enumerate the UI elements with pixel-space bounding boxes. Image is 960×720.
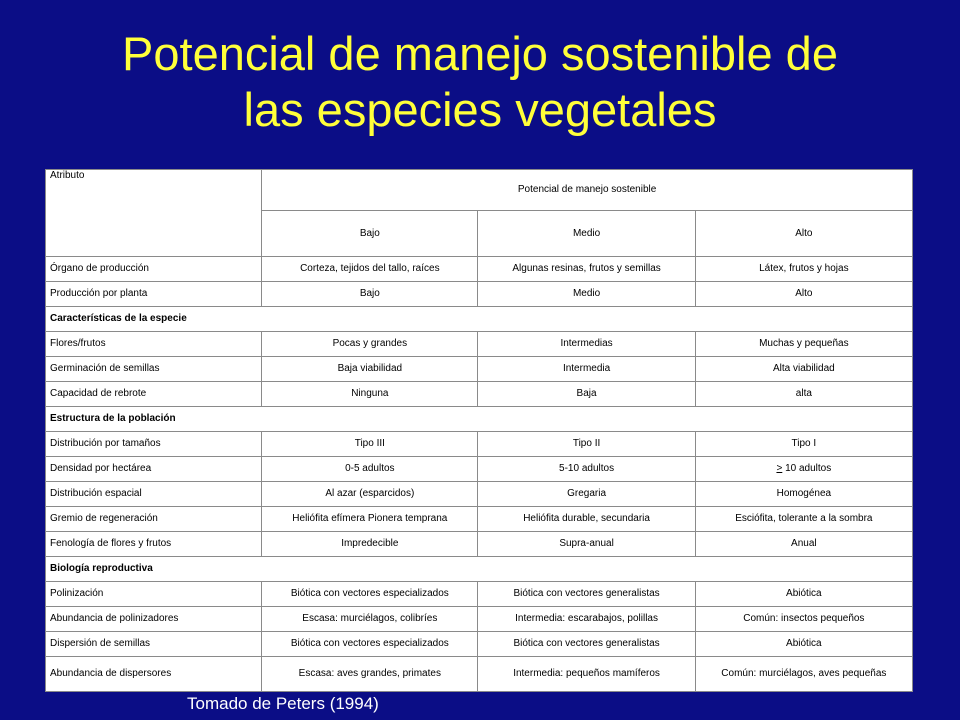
low-cell: 0-5 adultos	[262, 457, 478, 482]
table-row	[46, 532, 913, 557]
high-cell: > 10 adultos	[695, 457, 912, 482]
title-line-1: Potencial de manejo sostenible de	[122, 27, 838, 80]
table-row	[46, 582, 913, 607]
medium-cell: Gregaria	[478, 482, 695, 507]
attribute-cell: Distribución espacial	[46, 482, 262, 507]
table-row	[46, 507, 913, 532]
attribute-cell: Fenología de flores y frutos	[46, 532, 262, 557]
attribute-cell: Órgano de producción	[46, 257, 262, 282]
low-cell: Al azar (esparcidos)	[262, 482, 478, 507]
medium-cell: Intermedias	[478, 332, 695, 357]
medium-cell: Heliófita durable, secundaria	[478, 507, 695, 532]
attribute-cell: Gremio de regeneración	[46, 507, 262, 532]
table-row	[46, 457, 913, 482]
section-row	[46, 307, 913, 332]
attribute-cell: Capacidad de rebrote	[46, 382, 262, 407]
attribute-cell: Producción por planta	[46, 282, 262, 307]
low-cell: Pocas y grandes	[262, 332, 478, 357]
high-cell: Tipo I	[695, 432, 912, 457]
potential-header: Potencial de manejo sostenible	[262, 170, 913, 211]
attribute-cell: Abundancia de dispersores	[46, 657, 262, 692]
low-cell: Escasa: murciélagos, colibríes	[262, 607, 478, 632]
table-row	[46, 607, 913, 632]
attribute-cell: Polinización	[46, 582, 262, 607]
table-row	[46, 332, 913, 357]
low-cell: Impredecible	[262, 532, 478, 557]
table-row	[46, 632, 913, 657]
high-cell: Muchas y pequeñas	[695, 332, 912, 357]
slide-title	[0, 26, 960, 138]
table-row	[46, 482, 913, 507]
source-citation: Tomado de Peters (1994)	[187, 694, 379, 713]
section-label: Biología reproductiva	[46, 557, 913, 582]
high-cell: Anual	[695, 532, 912, 557]
attribute-header: Atributo	[46, 170, 262, 257]
level-header-medium: Medio	[478, 211, 695, 257]
attribute-cell: Densidad por hectárea	[46, 457, 262, 482]
low-cell: Corteza, tejidos del tallo, raíces	[262, 257, 478, 282]
attribute-cell: Distribución por tamaños	[46, 432, 262, 457]
section-row	[46, 557, 913, 582]
low-cell: Bajo	[262, 282, 478, 307]
table-row	[46, 382, 913, 407]
high-cell: Alta viabilidad	[695, 357, 912, 382]
high-cell: Alto	[695, 282, 912, 307]
attribute-cell: Dispersión de semillas	[46, 632, 262, 657]
high-cell: Abiótica	[695, 632, 912, 657]
high-cell: Látex, frutos y hojas	[695, 257, 912, 282]
table-row	[46, 432, 913, 457]
table-row	[46, 282, 913, 307]
low-cell: Biótica con vectores especializados	[262, 632, 478, 657]
medium-cell: Algunas resinas, frutos y semillas	[478, 257, 695, 282]
level-header-low: Bajo	[262, 211, 478, 257]
high-cell: Esciófita, tolerante a la sombra	[695, 507, 912, 532]
attribute-cell: Germinación de semillas	[46, 357, 262, 382]
level-header-high: Alto	[695, 211, 912, 257]
low-cell: Escasa: aves grandes, primates	[262, 657, 478, 692]
table-row	[46, 657, 913, 692]
attribute-cell: Flores/frutos	[46, 332, 262, 357]
high-cell: Común: insectos pequeños	[695, 607, 912, 632]
medium-cell: 5-10 adultos	[478, 457, 695, 482]
medium-cell: Medio	[478, 282, 695, 307]
medium-cell: Tipo II	[478, 432, 695, 457]
medium-cell: Supra-anual	[478, 532, 695, 557]
low-cell: Heliófita efímera Pionera temprana	[262, 507, 478, 532]
greater-equal-symbol: >	[776, 463, 783, 474]
medium-cell: Baja	[478, 382, 695, 407]
table-row	[46, 357, 913, 382]
high-cell: Abiótica	[695, 582, 912, 607]
table-row	[46, 257, 913, 282]
section-row	[46, 407, 913, 432]
high-cell: alta	[695, 382, 912, 407]
attribute-cell: Abundancia de polinizadores	[46, 607, 262, 632]
medium-cell: Biótica con vectores generalistas	[478, 582, 695, 607]
low-cell: Ninguna	[262, 382, 478, 407]
section-label: Estructura de la población	[46, 407, 913, 432]
low-cell: Baja viabilidad	[262, 357, 478, 382]
medium-cell: Intermedia	[478, 357, 695, 382]
attribute-table	[45, 169, 913, 692]
medium-cell: Intermedia: pequeños mamíferos	[478, 657, 695, 692]
title-line-2: las especies vegetales	[243, 83, 717, 136]
medium-cell: Biótica con vectores generalistas	[478, 632, 695, 657]
medium-cell: Intermedia: escarabajos, polillas	[478, 607, 695, 632]
high-cell: Común: murciélagos, aves pequeñas	[695, 657, 912, 692]
table-body	[46, 257, 913, 692]
section-label: Características de la especie	[46, 307, 913, 332]
low-cell: Biótica con vectores especializados	[262, 582, 478, 607]
high-cell: Homogénea	[695, 482, 912, 507]
low-cell: Tipo III	[262, 432, 478, 457]
